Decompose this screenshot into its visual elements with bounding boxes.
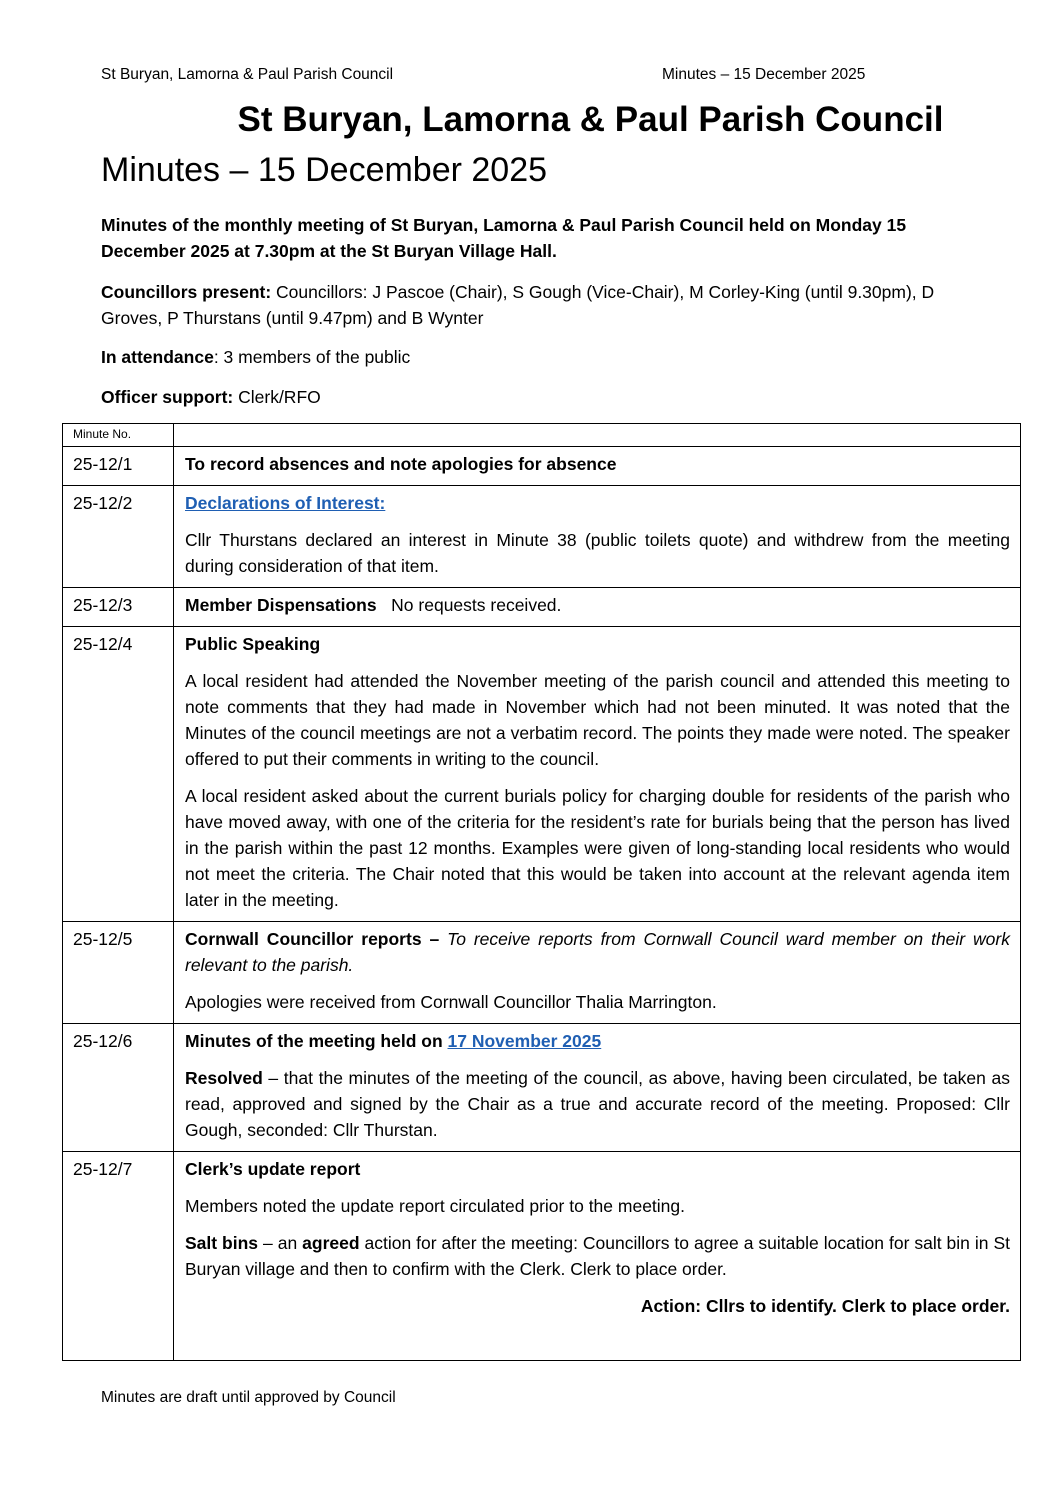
minute-text: Apologies were received from Cornwall Councillor Thalia Marrington. [185,992,717,1012]
minute-number: 25-12/7 [63,1152,174,1361]
document-subtitle: Minutes – 15 December 2025 [101,151,548,189]
officer-support-text: Clerk/RFO [238,387,321,407]
table-row [63,1024,1021,1152]
minute-heading: To record absences and note apologies for absence [185,454,617,474]
minute-content [174,922,1021,1024]
minutes-table [62,423,1021,1361]
minute-number: 25-12/2 [63,486,174,588]
minute-number: 25-12/3 [63,588,174,627]
salt-bins-text: action for after the meeting: Councillors to agree a suitable location for salt bin in St Buryan village and then to confirm with the Clerk. Clerk to place order. [185,1233,1010,1279]
minute-text: No requests received. [391,595,562,615]
minute-content [174,1024,1021,1152]
minute-heading: Clerk’s update report [185,1159,361,1179]
running-header-title: St Buryan, Lamorna & Paul Parish Council [101,66,394,83]
running-header-date: Minutes – 15 December 2025 [662,66,866,83]
councillors-present [101,279,981,331]
agreed-label: agreed [302,1233,360,1253]
minute-number: 25-12/6 [63,1024,174,1152]
minute-heading: Member Dispensations [185,595,377,615]
minute-number: 25-12/5 [63,922,174,1024]
minute-content [174,588,1021,627]
minute-no-header: Minute No. [63,424,174,447]
action-line: Action: Cllrs to identify. Clerk to place order. [640,1296,1010,1316]
minute-italic-text: To receive reports from Cornwall Council ward member on their work relevant to the parish. [185,929,1010,975]
minute-content [174,1152,1021,1361]
minute-content [174,627,1021,922]
table-row [63,627,1021,922]
minute-number: 25-12/1 [63,447,174,486]
previous-minutes-link[interactable]: 17 November 2025 [447,1031,602,1051]
document-title: St Buryan, Lamorna & Paul Parish Council [237,100,944,139]
officer-support [101,384,981,410]
attendance-text: : 3 members of the public [213,347,411,367]
resolved-label: Resolved [185,1068,263,1088]
minute-text: Cllr Thurstans declared an interest in Minute 38 (public toilets quote) and withdrew from the meeting during consideration of that item. [185,530,1010,576]
table-header-row [63,424,1021,447]
attendance-label: In attendance [101,347,214,367]
table-row [63,447,1021,486]
minute-text: Members noted the update report circulated prior to the meeting. [185,1196,685,1216]
header-empty-cell [174,424,1021,447]
minute-text: A local resident had attended the November meeting of the parish council and attended this meeting to note comments that they had made in November which had not been minuted. It was noted that the Minutes of the council meetings are not a verbatim record. The points they made were noted. The speaker offered to put their comments in writing to the council. [185,671,1010,769]
councillors-present-label: Councillors present: [101,282,272,302]
minute-heading: Public Speaking [185,634,321,654]
declarations-link[interactable]: Declarations of Interest: [185,493,386,513]
minute-text: A local resident asked about the current burials policy for charging double for residents of the parish who have moved away, with one of the criteria for the resident’s rate for burials being that the person has lived in the parish within the past 12 months. Examples were given of long-standing local residents who would not meet the criteria. The Chair noted that this would be taken into account at the relevant agenda item later in the meeting. [185,786,1010,910]
minute-content [174,447,1021,486]
minute-heading: Minutes of the meeting held on [185,1031,443,1051]
salt-bins-label: Salt bins [185,1233,259,1253]
officer-support-label: Officer support: [101,387,234,407]
table-row [63,486,1021,588]
minute-number: 25-12/4 [63,627,174,922]
table-row [63,1152,1021,1361]
councillors-present-text: Councillors: J Pascoe (Chair), S Gough (Vice-Chair), M Corley-King (until 9.30pm), D Groves, P Thurstans (until 9.47pm) and B Wynter [101,282,935,328]
minute-content [174,486,1021,588]
meeting-intro: Minutes of the monthly meeting of St Buryan, Lamorna & Paul Parish Council held on Monday 15 December 2025 at 7.30pm at the St Buryan Village Hall. [101,215,907,261]
table-row [63,922,1021,1024]
attendance [101,344,981,370]
minute-text: – that the minutes of the meeting of the council, as above, having been circulated, be taken as read, approved and signed by the Chair as a true and accurate record of the meeting. Proposed: Cllr Gough, seconded: Cllr Thurstan. [185,1068,1010,1140]
footer-note: Minutes are draft until approved by Council [101,1389,396,1406]
table-row [63,588,1021,627]
salt-bins-mid: – an [258,1233,303,1253]
minute-heading: Cornwall Councillor reports – [185,929,440,949]
